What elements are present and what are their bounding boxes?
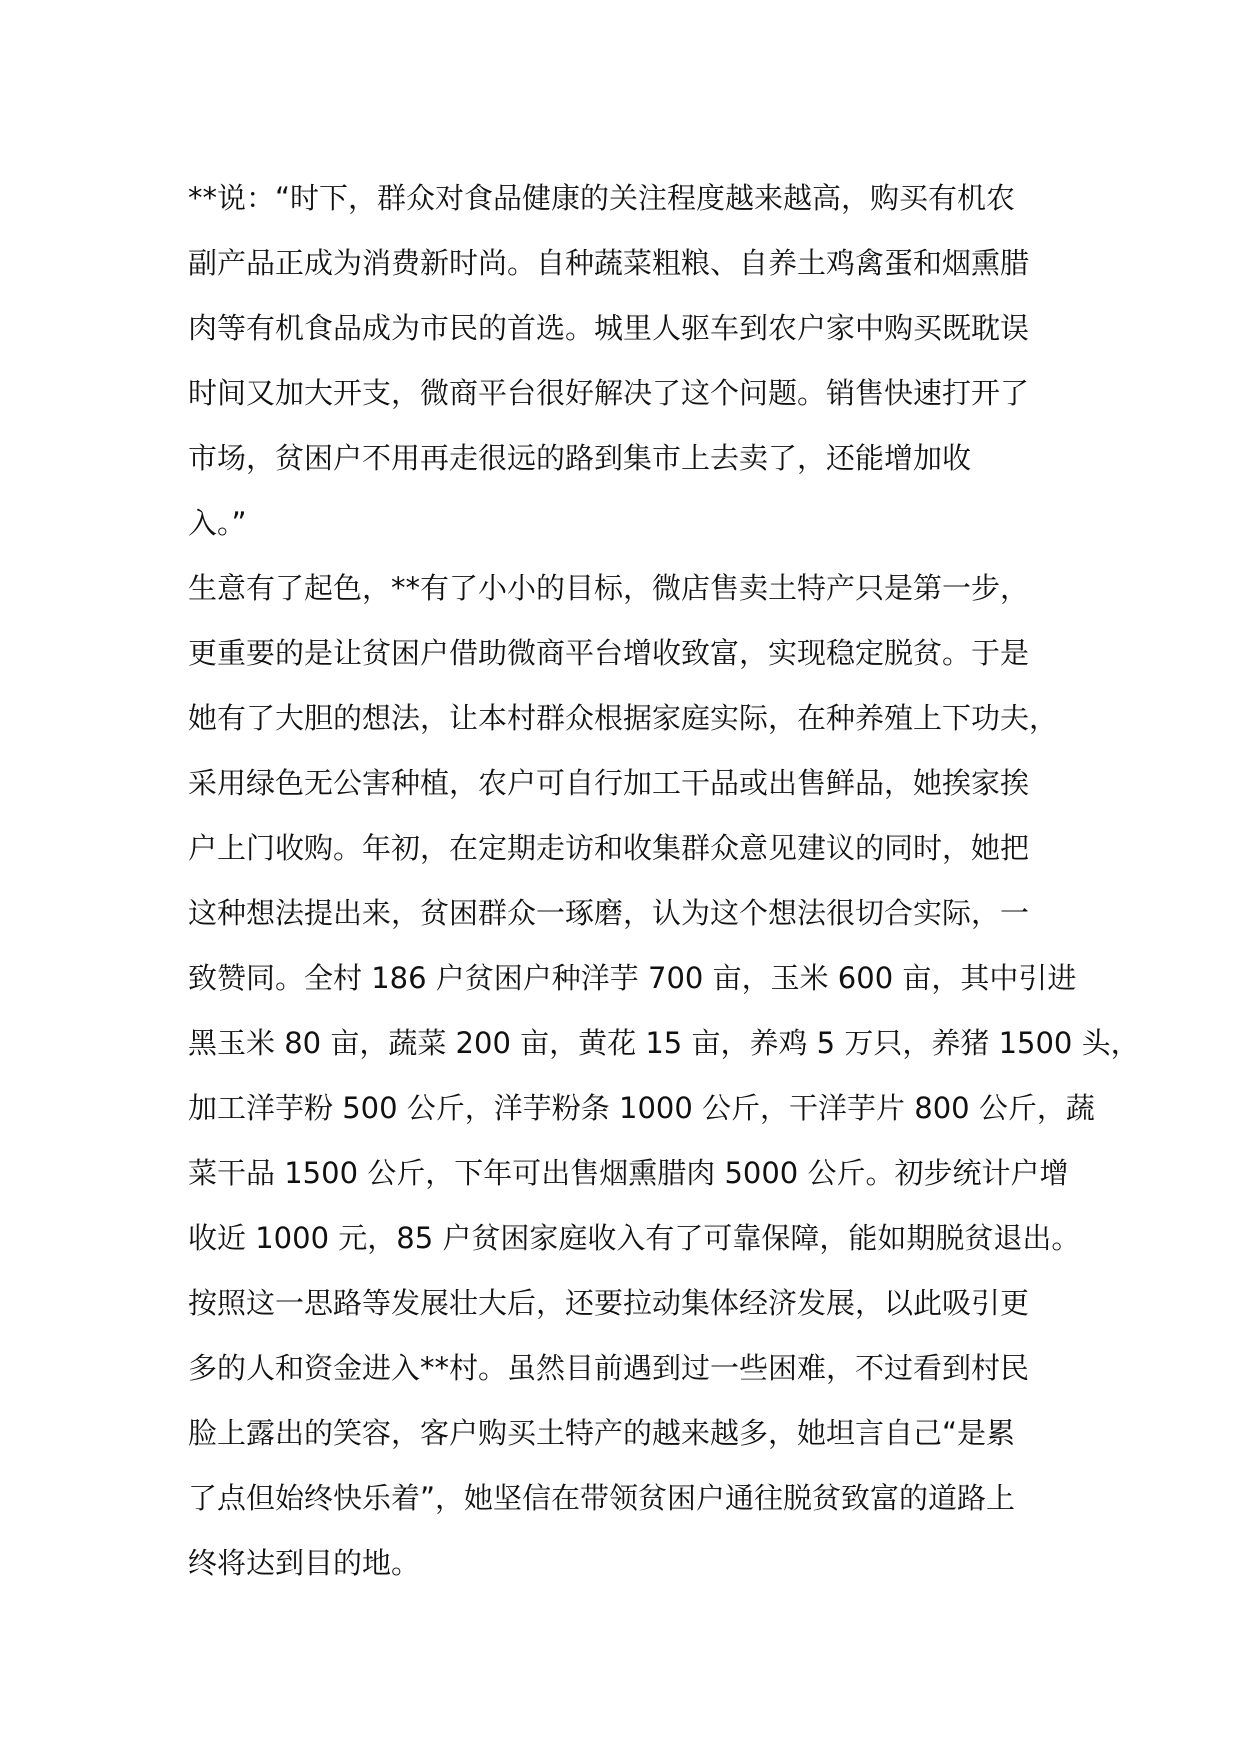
text-line: 多的人和资金进入**村。虽然目前遇到过一些困难，不过看到村民 xyxy=(188,1351,1030,1385)
text-line: 终将达到目的地。 xyxy=(188,1546,421,1580)
text-line: 这种想法提出来，贫困群众一琢磨，认为这个想法很切合实际，一 xyxy=(188,896,1030,930)
text-line: 户上门收购。年初，在定期走访和收集群众意见建议的同时，她把 xyxy=(188,831,1030,865)
text-line: 入。” xyxy=(188,506,247,540)
text-line: 市场，贫困户不用再走很远的路到集市上去卖了，还能增加收 xyxy=(188,441,972,475)
text-line: 加工洋芋粉 500 公斤，洋芋粉条 1000 公斤，干洋芋片 800 公斤，蔬 xyxy=(188,1091,1095,1125)
text-line: 了点但始终快乐着”，她坚信在带领贫困户通往脱贫致富的道路上 xyxy=(188,1481,1016,1515)
text-line: 副产品正成为消费新时尚。自种蔬菜粗粮、自养土鸡禽蛋和烟熏腊 xyxy=(188,246,1030,280)
text-line: 肉等有机食品成为市民的首选。城里人驱车到农户家中购买既耽误 xyxy=(188,311,1030,345)
text-line: 收近 1000 元，85 户贫困家庭收入有了可靠保障，能如期脱贫退出。 xyxy=(188,1221,1081,1255)
text-line: 致赞同。全村 186 户贫困户种洋芋 700 亩，玉米 600 亩，其中引进 xyxy=(188,961,1077,995)
text-line: 菜干品 1500 公斤，下年可出售烟熏腊肉 5000 公斤。初步统计户增 xyxy=(188,1156,1069,1190)
body-text xyxy=(188,166,1140,1596)
text-line: 脸上露出的笑容，客户购买土特产的越来越多，她坦言自己“是累 xyxy=(188,1416,1016,1450)
text-line: **说：“时下，群众对食品健康的关注程度越来越高，购买有机农 xyxy=(188,181,1016,215)
text-line: 按照这一思路等发展壮大后，还要拉动集体经济发展，以此吸引更 xyxy=(188,1286,1030,1320)
text-line: 黑玉米 80 亩，蔬菜 200 亩，黄花 15 亩，养鸡 5 万只，养猪 1500 头， xyxy=(188,1026,1140,1060)
text-line: 生意有了起色，**有了小小的目标，微店售卖土特产只是第一步， xyxy=(188,571,1030,605)
text-line: 更重要的是让贫困户借助微商平台增收致富，实现稳定脱贫。于是 xyxy=(188,636,1030,670)
text-line: 时间又加大开支，微商平台很好解决了这个问题。销售快速打开了 xyxy=(188,376,1030,410)
text-line: 采用绿色无公害种植，农户可自行加工干品或出售鲜品，她挨家挨 xyxy=(188,766,1030,800)
text-line: 她有了大胆的想法，让本村群众根据家庭实际，在种养殖上下功夫， xyxy=(188,701,1059,735)
